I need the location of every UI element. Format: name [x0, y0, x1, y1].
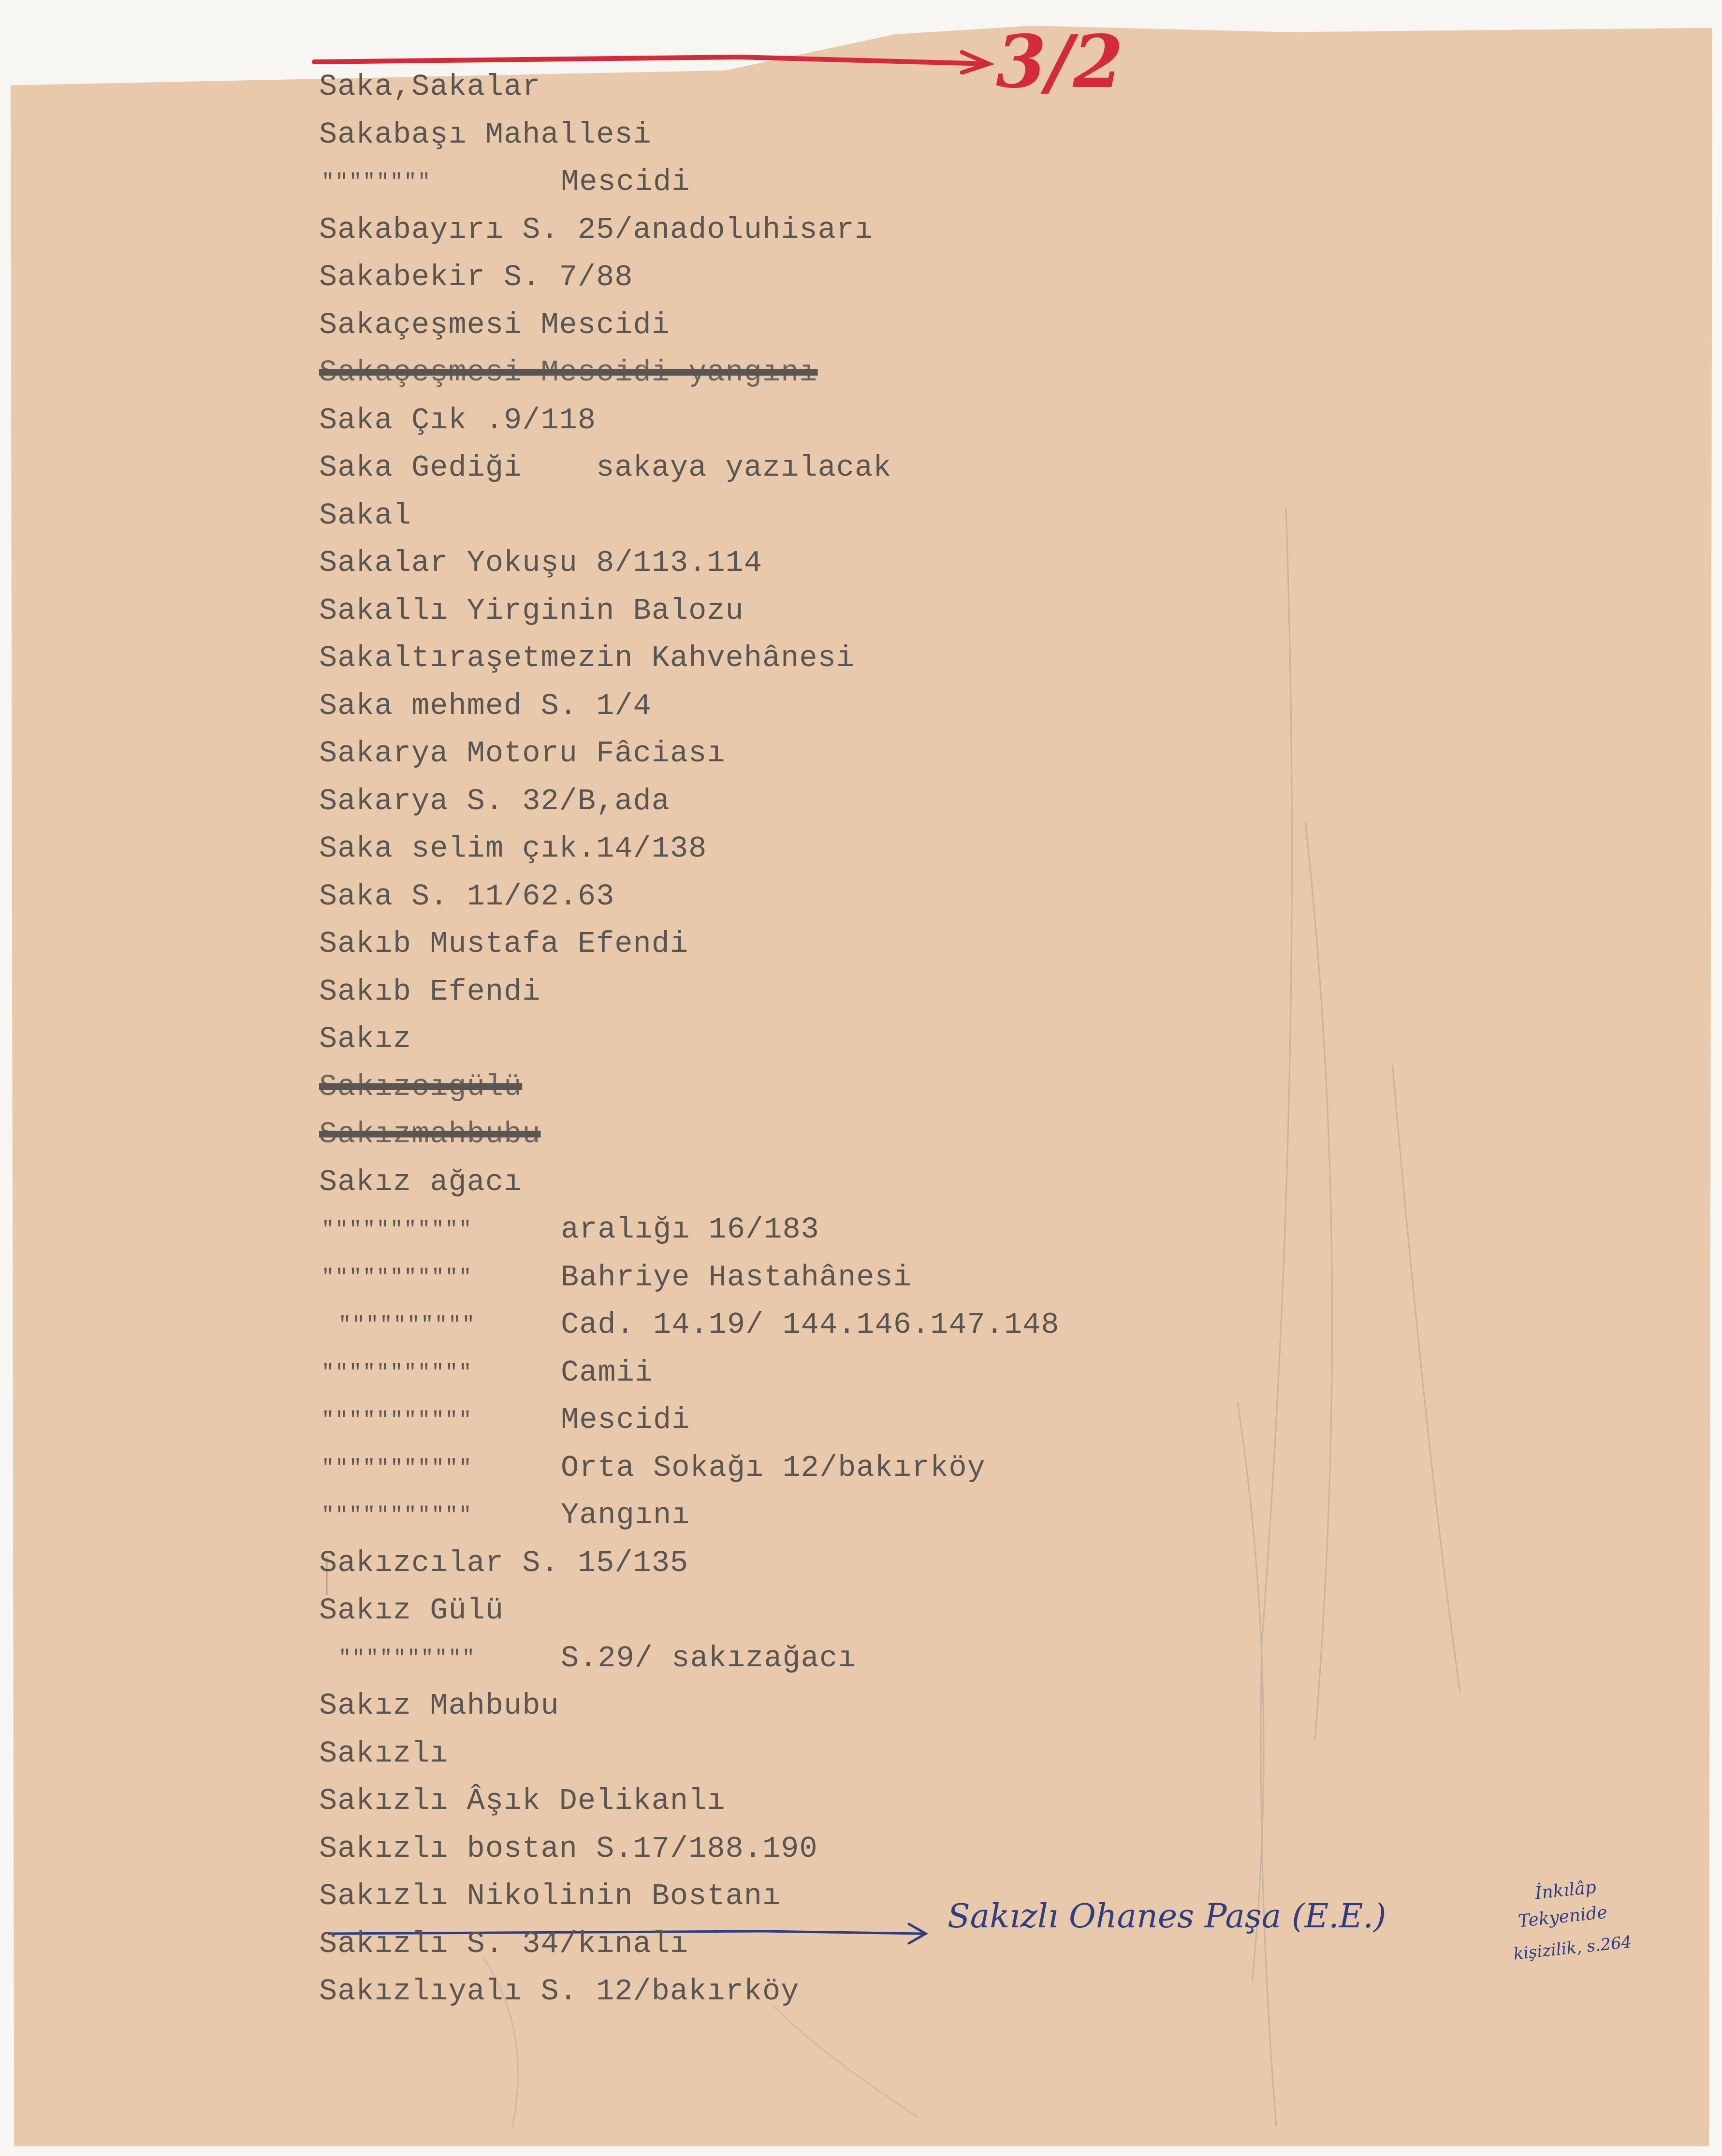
handwritten-note-main: Sakızlı Ohanes Paşa (E.E.) [948, 1897, 1386, 1936]
index-entry: Mescidi [561, 165, 690, 199]
index-entry: Sakızlı bostan S.17/188.190 [319, 1832, 818, 1866]
ditto-marks: """""""" [321, 170, 432, 194]
red-underline-arrow [314, 57, 986, 64]
index-entry: aralığı 16/183 [561, 1212, 819, 1247]
index-entry: Sakızcılar S. 15/135 [319, 1546, 689, 1580]
index-entry: Saka mehmed S. 1/4 [319, 689, 652, 723]
index-entry: Sakarya S. 32/B,ada [319, 784, 670, 818]
index-entry: Sakıb Efendi [319, 975, 541, 1009]
index-entry: Sakız Gülü [319, 1593, 504, 1628]
index-entry: Saka Gediği sakaya yazılacak [319, 451, 892, 485]
handwritten-note-side-3: kişizilik, s.264 [1512, 1932, 1633, 1964]
index-entry: Sakabaşı Mahallesi [319, 117, 652, 152]
index-entry: Bahriye Hastahânesi [561, 1260, 912, 1295]
index-entry: Sakabayırı S. 25/anadoluhisarı [319, 213, 874, 247]
page-number-mark: 3/2 [996, 19, 1124, 104]
ditto-marks: """""""""" [338, 1313, 476, 1337]
handwritten-note-side-2: Tekyenide [1517, 1902, 1608, 1932]
index-entry: Orta Sokağı 12/bakırköy [561, 1451, 986, 1485]
struck-entry: Sakaçeşmesi Mescidi yangını [319, 355, 818, 390]
index-entry: Saka Çık .9/118 [319, 403, 597, 437]
ditto-marks: """"""""""" [321, 1266, 473, 1290]
index-entry: Sakıb Mustafa Efendi [319, 927, 689, 961]
index-entry: Yangını [561, 1498, 690, 1532]
ditto-marks: """"""""""" [321, 1408, 473, 1432]
handwritten-note-side-1: İnkılâp [1534, 1877, 1597, 1904]
ditto-marks: """"""""""" [321, 1218, 473, 1242]
ditto-marks: """"""""""" [321, 1361, 473, 1385]
index-entry: Sakaçeşmesi Mescidi [319, 308, 670, 342]
index-entry: Sakızlıyalı S. 12/bakırköy [319, 1974, 800, 2009]
index-entry: Camii [561, 1355, 654, 1390]
struck-entry: Sakızmahbubu [319, 1117, 541, 1151]
index-entry: Sakaltıraşetmezin Kahvehânesi [319, 641, 855, 675]
index-entry: Sakız ağacı [319, 1165, 523, 1199]
index-entry: Sakız Mahbubu [319, 1689, 559, 1723]
index-entry: Saka S. 11/62.63 [319, 879, 615, 914]
ditto-marks: """""""""" [338, 1646, 476, 1671]
ditto-marks: """"""""""" [321, 1503, 473, 1528]
index-entry: Sakız [319, 1022, 412, 1056]
index-entry: Sakallı Yirginin Balozu [319, 594, 744, 628]
index-entry: Saka selim çık.14/138 [319, 831, 707, 866]
index-entry: Sakabekir S. 7/88 [319, 260, 633, 294]
index-entry: Sakızlı Âşık Delikanlı [319, 1784, 726, 1818]
index-entry: Sakızlı S. 34/kınalı [319, 1927, 689, 1961]
struck-entry: Sakızcıgülü [319, 1070, 523, 1104]
index-entry: S.29/ sakızağacı [561, 1641, 857, 1675]
index-entry: Sakızlı [319, 1736, 449, 1771]
index-entry: Sakarya Motoru Fâciası [319, 736, 726, 771]
index-entry: Saka,Sakalar [319, 70, 541, 104]
index-entry: Sakal [319, 498, 412, 533]
pencil-strokes [1238, 508, 1460, 2127]
index-entry: Sakızlı Nikolinin Bostanı [319, 1879, 781, 1913]
index-entry: Mescidi [561, 1403, 690, 1437]
index-entry: Cad. 14.19/ 144.146.147.148 [561, 1308, 1060, 1342]
ditto-marks: """"""""""" [321, 1456, 473, 1480]
index-entry: Sakalar Yokuşu 8/113.114 [319, 546, 762, 580]
